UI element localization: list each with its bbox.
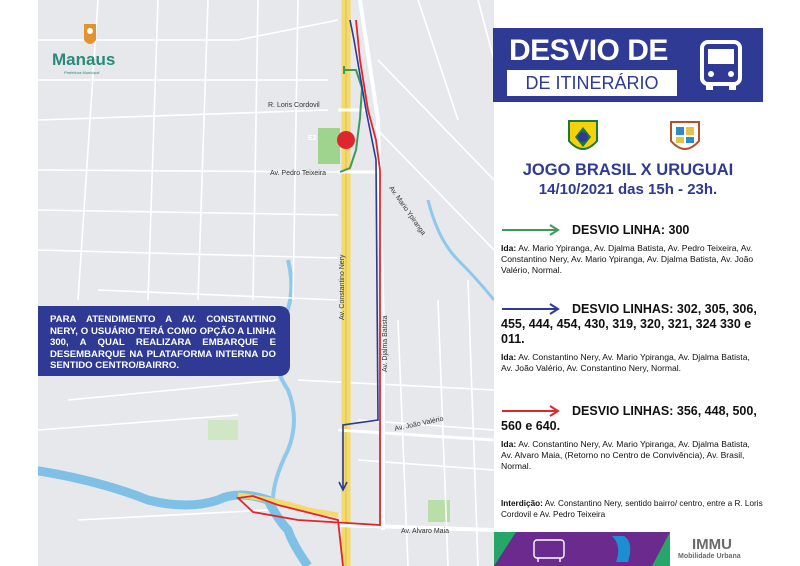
river — [38, 470, 308, 566]
street-label-constantino: Av. Constantino Nery — [339, 254, 346, 320]
detour-label: Ida: — [501, 243, 517, 253]
logo-name: Manaus — [52, 50, 116, 69]
interdicao-note — [501, 498, 763, 520]
street-label-djalma: Av. Djalma Batista — [382, 315, 389, 372]
detour-body: Av. Mario Ypiranga, Av. Djalma Batista, Av. Pedro Teixeira, Av. Constantino Nery, Av. Mario Ypiranga, Av. Djalma Batista, Av. João Valério, Normal. — [501, 243, 754, 275]
logo-sub: Prefeitura Municipal — [64, 70, 100, 75]
footer-brand: IMMU — [692, 536, 732, 553]
detour-body: Av. Constantino Nery, Av. Mario Ypiranga, Av. Djalma Batista, Av. João Valério, Av. Constantino Nery, Normal. — [501, 352, 750, 373]
park — [318, 128, 340, 164]
footer-brand-sub: Mobilidade Urbana — [678, 553, 741, 560]
detour-label: Ida: — [501, 439, 517, 449]
route-map[interactable] — [38, 0, 494, 566]
detour-text-356 — [501, 439, 763, 472]
detour-text-300 — [501, 243, 763, 276]
detour-text-302 — [501, 352, 763, 374]
game-date: 14/10/2021 das 15h - 23h. — [538, 181, 718, 198]
park-3 — [208, 420, 238, 440]
detour-title-302: DESVIO LINHAS: 302, 305, 306, 455, 444, 454, 430, 319, 320, 321, 324 330 e 011. — [501, 302, 757, 346]
street-label-mario: Av. Mario Ypiranga — [387, 185, 427, 237]
header-title: DESVIO DE — [509, 34, 668, 67]
detour-label: Ida: — [501, 352, 517, 362]
map-canvas — [38, 0, 494, 566]
e2-marker — [337, 131, 355, 149]
e2-marker-label: E2 — [308, 135, 317, 142]
detour-body: Av. Constantino Nery, Av. Mario Ypiranga, Av. Djalma Batista, Av. Alvaro Maia, (Retorno no Centro de Convivência), Av. Brasil, Normal. — [501, 439, 750, 471]
footer-graphic — [494, 532, 670, 566]
game-title: JOGO BRASIL X URUGUAI — [522, 161, 734, 179]
detour-title-356: DESVIO LINHAS: 356, 448, 500, 560 e 640. — [501, 404, 757, 433]
interdicao-text: Av. Constantino Nery, sentido bairro/ centro, entre a R. Loris Cordovil e Av. Pedro Teixeira — [501, 499, 763, 519]
street-label-pedro: Av. Pedro Teixeira — [270, 170, 327, 177]
arrow-green-icon — [500, 224, 562, 236]
header-subtitle: DE ITINERÁRIO — [507, 70, 677, 96]
bus-icon — [693, 38, 749, 94]
detour-title-300: DESVIO LINHA: 300 — [572, 223, 690, 237]
street-label-joao: Av. João Valério — [394, 415, 445, 433]
street-label-alvaro: Av. Alvaro Maia — [401, 528, 449, 535]
interdicao-label: Interdição: — [501, 499, 543, 508]
street-grid — [38, 0, 494, 566]
auf-crest-icon — [668, 119, 702, 157]
cbf-crest-icon — [565, 117, 601, 157]
info-box: PARA ATENDIMENTO A AV. CONSTANTINO NERY, O USUÁRIO TERÁ COMO OPÇÃO A LINHA 300, A QUAL REALIZARA EMBARQUE E DESEMBARQUE NA PLATAFORMA INTERNA DO SENTIDO CENTRO/BAIRRO. — [38, 306, 290, 376]
header-banner — [493, 28, 763, 102]
street-label-loris: R. Loris Cordovil — [268, 102, 320, 109]
